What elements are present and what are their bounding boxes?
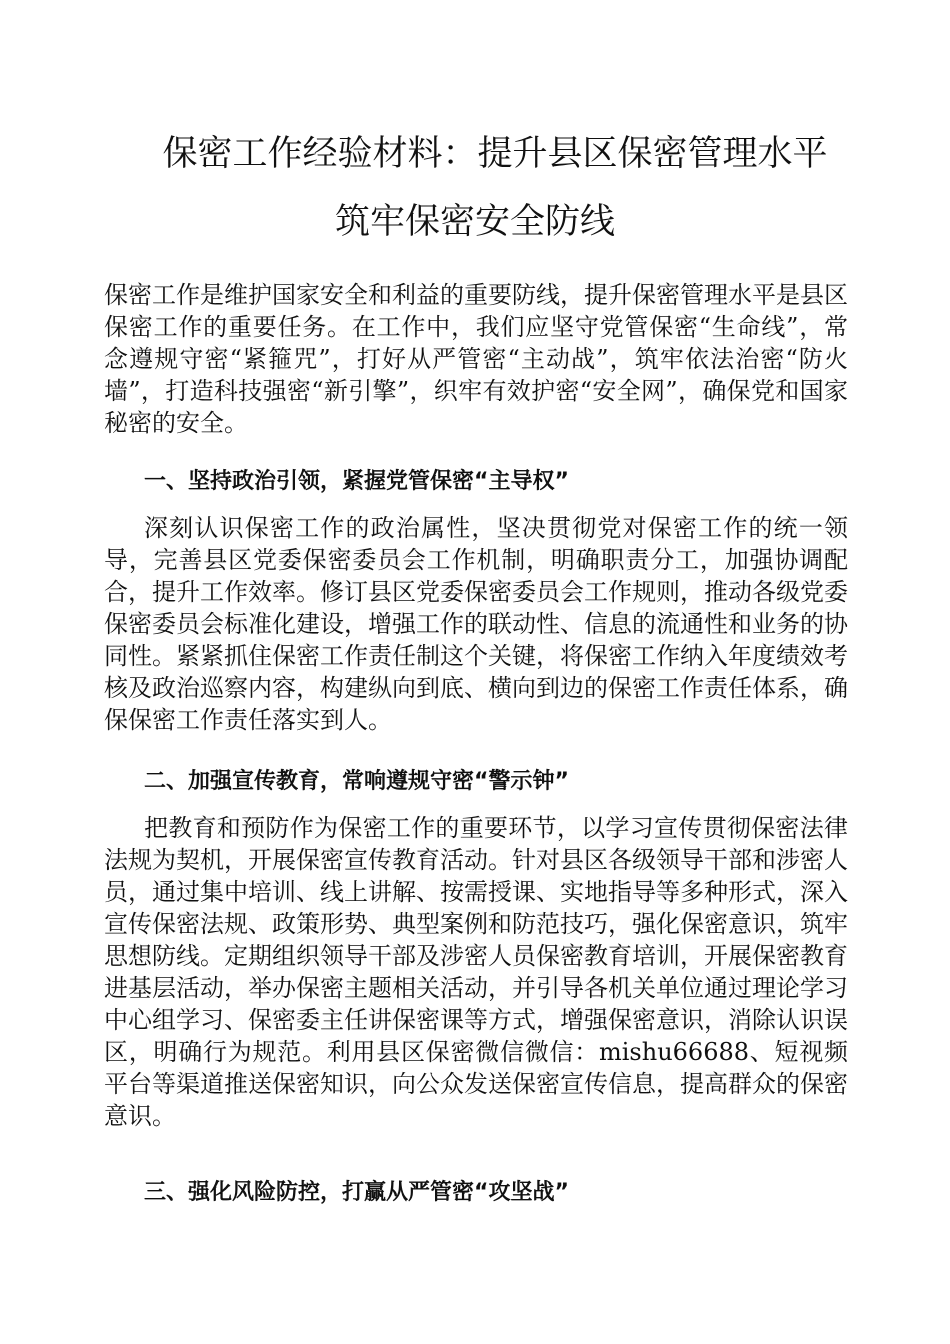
section-heading-1: 一、坚持政治引领，紧握党管保密“主导权” <box>144 469 569 494</box>
document-title-line-2: 筑牢保密安全防线 <box>334 202 615 242</box>
section-paragraph-1: 深刻认识保密工作的政治属性，坚决贯彻党对保密工作的统一领导，完善县区党委保密委员会工作机制，明确职责分工，加强协调配合，提升工作效率。修订县区党委保密委员会工作规则，推动各级党委保密委员会标准化建设，增强工作的联动性、信息的流通性和业务的协同性。紧紧抓住保密工作责任制这个关键，将保密工作纳入年度绩效考核及政治巡察内容，构建纵向到底、横向到边的保密工作责任体系，确保保密工作责任落实到人。 <box>104 514 848 734</box>
intro-paragraph: 保密工作是维护国家安全和利益的重要防线，提升保密管理水平是县区保密工作的重要任务。在工作中，我们应坚守党管保密“生命线”，常念遵规守密“紧箍咒”，打好从严管密“主动战”，筑牢依法治密“防火墙”，打造科技强密“新引擎”，织牢有效护密“安全网”，确保党和国家秘密的安全。 <box>104 281 848 437</box>
section-heading-2: 二、加强宣传教育，常响遵规守密“警示钟” <box>144 769 569 794</box>
section-heading-3: 三、强化风险防控，打赢从严管密“攻坚战” <box>144 1180 569 1205</box>
document-title-line-1: 保密工作经验材料：提升县区保密管理水平 <box>162 134 828 174</box>
section-paragraph-2: 把教育和预防作为保密工作的重要环节，以学习宣传贯彻保密法律法规为契机，开展保密宣传教育活动。针对县区各级领导干部和涉密人员，通过集中培训、线上讲解、按需授课、实地指导等多种形式，深入宣传保密法规、政策形势、典型案例和防范技巧，强化保密意识，筑牢思想防线。定期组织领导干部及涉密人员保密教育培训，开展保密教育进基层活动，举办保密主题相关活动，并引导各机关单位通过理论学习中心组学习、保密委主任讲保密课等方式，增强保密意识，消除认识误区，明确行为规范。利用县区保密微信微信：mishu66688、短视频平台等渠道推送保密知识，向公众发送保密宣传信息，提高群众的保密意识。 <box>104 814 848 1130</box>
